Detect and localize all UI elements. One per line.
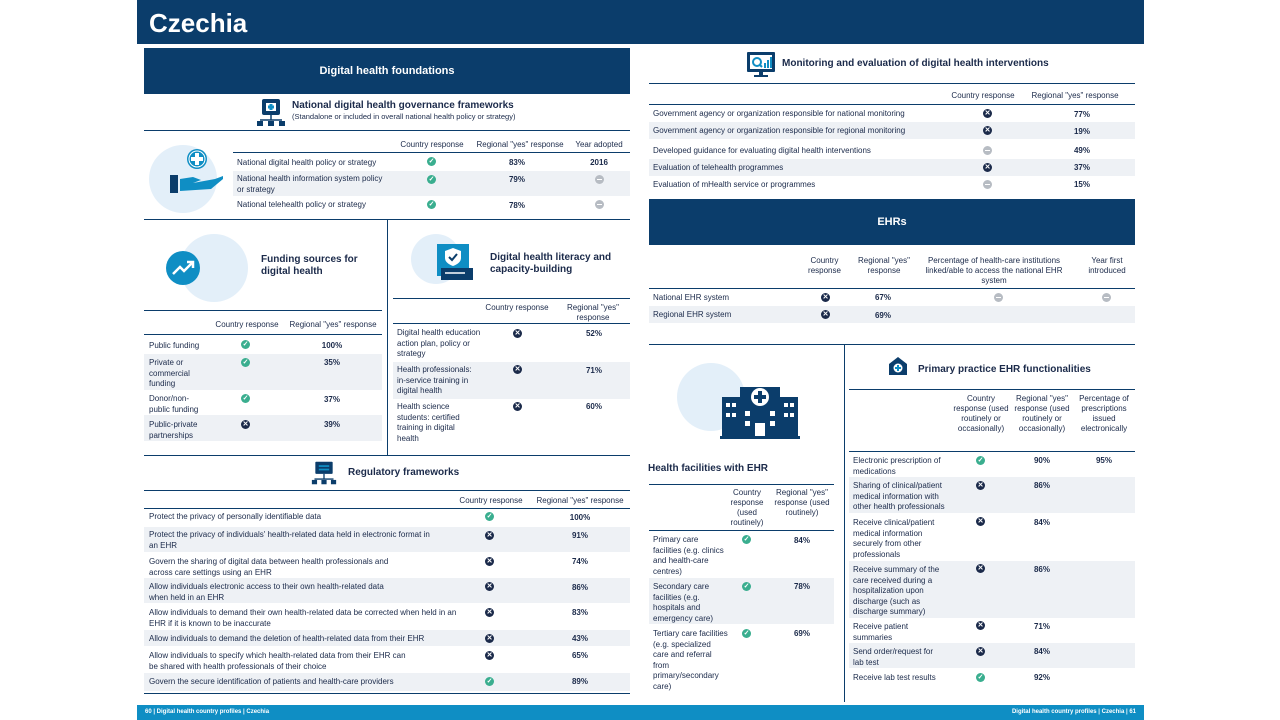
lit-row-label: Health professionals: in-service training in digital health [397,365,472,395]
not-applicable-icon [983,180,992,189]
pri-row-regional: 92% [1033,673,1050,682]
lit-row-label: Digital health education action plan, policy or strategy [397,328,481,358]
pri-row-regional: 90% [1033,456,1050,465]
left-margin [0,0,137,720]
mon-row-label: Evaluation of mHealth service or programmes [653,180,816,189]
cross-icon: ✕ [822,311,829,318]
mon-row-regional: 19% [1073,127,1090,136]
hand-medical-icon [167,148,227,198]
column-divider [844,344,845,702]
lit-row-regional: 60% [585,402,602,411]
pri-header-percentage: Percentage of prescriptions issued electronically [1079,394,1129,433]
page-footer [137,705,1144,720]
mon-row-regional: 49% [1073,146,1090,155]
pri-row-label: Receive clinical/patient medical information securely from other professionals [853,518,935,559]
cross-icon: ✕ [486,558,493,565]
reg-row-label: Protect the privacy of personally identifiable data [149,512,322,521]
cross-icon: ✕ [977,482,984,489]
gov-row-regional: 83% [508,158,525,167]
check-icon: ✓ [977,457,984,464]
foundations-band-label: Digital health foundations [319,65,455,77]
fund-header-regional: Regional "yes" response [289,320,377,329]
divider [233,152,630,153]
check-icon: ✓ [428,176,435,183]
cross-icon: ✕ [822,294,829,301]
mon-row-regional: 37% [1073,163,1090,172]
not-applicable-icon [595,200,604,209]
mon-row-label: Developed guidance for evaluating digital health interventions [653,146,871,155]
pri-header-country: Country response (used routinely or occasionally) [953,394,1009,433]
lit-row-regional: 71% [585,366,602,375]
divider [649,484,834,485]
fac-row-label: Tertiary care facilities (e.g. specialized care and referral from primary/secondary care) [653,629,728,691]
cross-icon: ✕ [984,164,991,171]
pri-row-regional: 84% [1033,647,1050,656]
clinic-house-icon [888,356,908,376]
title-bar [137,0,1144,44]
mon-row-label: Evaluation of telehealth programmes [653,163,784,172]
reg-row-regional: 74% [571,557,588,566]
page-title: Czechia [149,8,248,38]
check-icon: ✓ [486,513,493,520]
ehr-row-regional: 69% [874,311,891,320]
reg-header-regional: Regional "yes" response [536,496,624,505]
facilities-title: Health facilities with EHR [648,463,769,474]
mon-header-country: Country response [951,91,1015,100]
check-icon: ✓ [743,583,750,590]
pri-header-regional: Regional "yes" response (used routinely or occasionally) [1014,394,1070,433]
mon-row-label: Government agency or organization responsible for regional monitoring [653,126,906,135]
reg-row-label: Allow individuals to demand the deletion of health-related data from their EHR [149,634,425,643]
not-applicable-icon [1102,293,1111,302]
fund-row-label: Donor/non-public funding [149,394,199,414]
governance-title: National digital health governance frameworks (Standalone or included in overall national health policy or strategy) [292,100,592,122]
fund-row-regional: 35% [323,358,340,367]
ehr-row-label: Regional EHR system [653,310,732,319]
footer-left: 60 | Digital health country profiles | Czechia [145,709,270,715]
divider [144,310,382,311]
check-icon: ✓ [242,341,249,348]
gov-row-label: National health information system policy or strategy [237,174,383,194]
gov-row-label: National digital health policy or strategy [237,158,377,167]
gov-row-regional: 78% [508,201,525,210]
cross-icon: ✕ [486,532,493,539]
cross-icon: ✕ [486,635,493,642]
pri-row-label: Electronic prescription of medications [853,456,941,476]
reg-row-label: Govern the secure identification of patients and health-care providers [149,677,394,686]
lit-header-regional: Regional "yes" response [567,303,619,322]
cross-icon: ✕ [242,421,249,428]
reg-header-country: Country response [459,496,523,505]
pri-row-regional: 84% [1033,518,1050,527]
mon-row-label: Government agency or organization responsible for national monitoring [653,109,905,118]
divider [849,389,1135,390]
reg-row-regional: 83% [571,608,588,617]
divider [144,455,630,456]
cross-icon: ✕ [486,583,493,590]
reg-row-regional: 89% [571,677,588,686]
divider [849,451,1135,452]
mon-header-regional: Regional "yes" response [1031,91,1119,100]
certificate-icon [433,238,477,284]
reg-row-regional: 86% [571,583,588,592]
gov-header-year: Year adopted [575,140,623,149]
reg-row-label: Allow individuals to demand their own health-related data be corrected when held in an EHR if it is known to be inaccurate [149,608,457,628]
right-margin [1144,0,1280,720]
mon-row-regional: 15% [1073,180,1090,189]
report-page [137,0,1144,720]
pri-row-percentage: 95% [1095,456,1112,465]
fund-row-regional: 37% [323,395,340,404]
governance-network-icon [256,97,286,127]
ehr-header-regional: Regional "yes" response [858,256,910,275]
fund-row-regional: 39% [323,420,340,429]
lit-row-label: Health science students: certified training in digital health [397,402,460,443]
cross-icon: ✕ [514,330,521,337]
reg-row-label: Allow individuals electronic access to their own health-related data when held in an EHR [149,582,384,602]
ehr-header-percentage: Percentage of health-care institutions linked/able to access the national EHR system [925,256,1063,285]
divider [649,344,1135,345]
fund-row-regional: 100% [321,341,343,350]
gov-header-regional: Regional "yes" response [476,140,564,149]
primary-title: Primary practice EHR functionalities [918,364,1091,375]
footer-right: Digital health country profiles | Czechia | 61 [1011,709,1136,715]
divider [649,288,1135,289]
gov-header-country: Country response [400,140,464,149]
pri-row-regional: 86% [1033,481,1050,490]
divider [393,323,630,324]
fac-row-regional: 69% [793,629,810,638]
ehrs-band-label: EHRs [877,216,907,228]
regulatory-title: Regulatory frameworks [348,467,460,478]
mon-row-regional: 77% [1073,110,1090,119]
ehrs-band [649,199,1135,245]
cross-icon: ✕ [984,127,991,134]
reg-row-regional: 65% [571,651,588,660]
pri-row-label: Send order/request for lab test [853,647,934,667]
ehr-header-year: Year first introduced [1088,256,1126,275]
cross-icon: ✕ [977,648,984,655]
ehr-row-label: National EHR system [653,293,730,302]
divider [144,490,630,491]
pri-row-label: Receive patient summaries [853,622,909,642]
growth-arrow-icon [165,250,201,286]
not-applicable-icon [595,175,604,184]
fac-header-regional: Regional "yes" response (used routinely) [774,488,830,517]
pri-row-label: Sharing of clinical/patient medical information with other health professionals [853,481,945,511]
check-icon: ✓ [486,678,493,685]
check-icon: ✓ [743,630,750,637]
cross-icon: ✕ [514,366,521,373]
check-icon: ✓ [428,158,435,165]
ehr-row-regional: 67% [874,293,891,302]
literacy-title: Digital health literacy and capacity-building [490,252,612,275]
gov-row-year: 2016 [590,158,608,167]
reg-row-label: Govern the sharing of digital data between health professionals and across care settings using an EHR [149,557,389,577]
fac-row-label: Secondary care facilities (e.g. hospitals and emergency care) [653,582,714,623]
monitor-chart-icon [746,51,776,79]
pri-row-label: Receive lab test results [853,673,936,682]
cross-icon: ✕ [977,622,984,629]
pri-row-regional: 86% [1033,565,1050,574]
column-divider [387,219,388,455]
foundations-band [144,48,630,94]
fac-row-regional: 84% [793,536,810,545]
divider [393,298,630,299]
gov-row-regional: 79% [508,175,525,184]
cross-icon: ✕ [486,609,493,616]
fund-row-label: Public-private partnerships [149,420,198,440]
reg-row-regional: 91% [571,531,588,540]
check-icon: ✓ [428,201,435,208]
divider [144,693,630,694]
not-applicable-icon [994,293,1003,302]
check-icon: ✓ [242,395,249,402]
fac-row-label: Primary care facilities (e.g. clinics and health-care centres) [653,535,724,576]
divider [649,104,1135,105]
cross-icon: ✕ [984,110,991,117]
fac-row-regional: 78% [793,582,810,591]
ehr-header-country: Country response [808,256,841,275]
fac-header-country: Country response (used routinely) [730,488,764,527]
fund-header-country: Country response [215,320,279,329]
fund-row-label: Private or commercial funding [149,358,190,388]
lit-row-regional: 52% [585,329,602,338]
lit-header-country: Country response [485,303,549,312]
reg-row-label: Allow individuals to specify which health-related data from their EHR can be shared with health professionals of their choice [149,651,406,671]
divider [144,334,382,335]
cross-icon: ✕ [486,652,493,659]
reg-row-regional: 43% [571,634,588,643]
cross-icon: ✕ [977,518,984,525]
check-icon: ✓ [743,536,750,543]
not-applicable-icon [983,146,992,155]
funding-title: Funding sources for digital health [261,254,358,277]
hospital-building-icon [720,383,800,439]
check-icon: ✓ [242,359,249,366]
gov-row-label: National telehealth policy or strategy [237,200,366,209]
monitoring-title: Monitoring and evaluation of digital health interventions [782,58,1049,69]
divider [649,83,1135,84]
pri-row-label: Receive summary of the care received during a hospitalization upon discharge (such as discharge summary) [853,565,940,616]
cross-icon: ✕ [977,565,984,572]
reg-row-label: Protect the privacy of individuals' health-related data held in electronic format in an EHR [149,530,430,550]
check-icon: ✓ [977,674,984,681]
fund-row-label: Public funding [149,341,200,350]
reg-row-regional: 100% [569,513,591,522]
governance-subtitle: (Standalone or included in overall national health policy or strategy) [292,112,516,121]
pri-row-regional: 71% [1033,622,1050,631]
divider [649,530,834,531]
divider [144,508,630,509]
regulatory-network-icon [311,460,337,486]
cross-icon: ✕ [514,403,521,410]
divider [144,130,630,131]
